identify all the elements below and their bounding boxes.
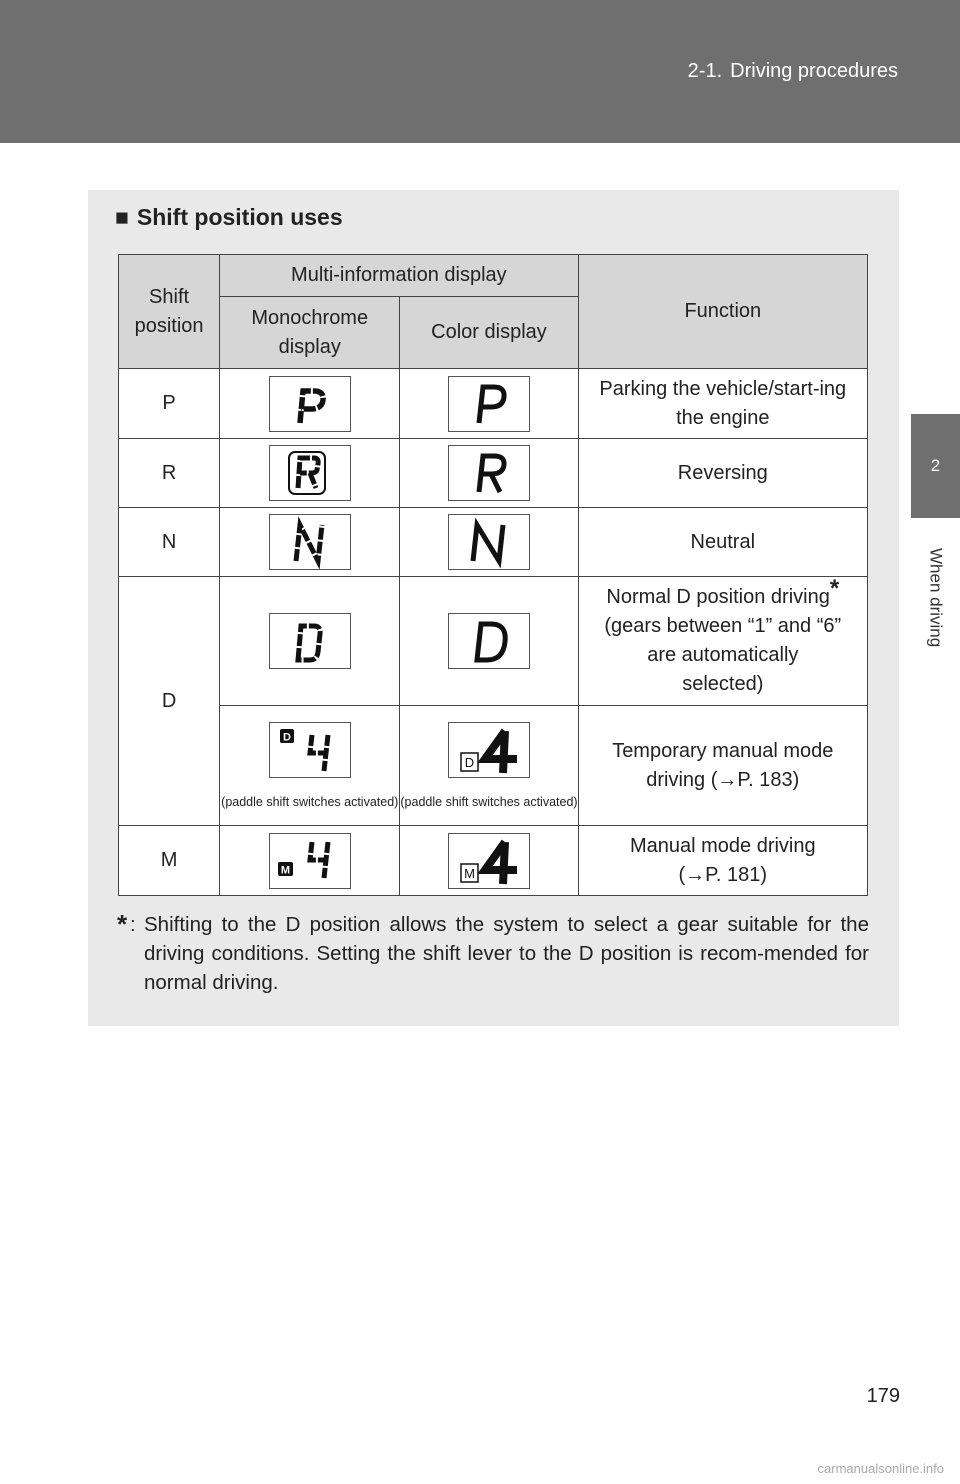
svg-text:D: D xyxy=(282,731,291,743)
running-header xyxy=(688,60,898,83)
chapter-label: When driving xyxy=(926,548,946,648)
row-position-r: R xyxy=(119,439,220,508)
shift-position-table xyxy=(118,254,868,896)
mono-m4-indicator xyxy=(269,833,351,889)
color-display-cell xyxy=(400,577,578,706)
table-row xyxy=(119,439,868,508)
section-marker: ■ xyxy=(115,204,129,230)
table-row xyxy=(119,577,868,706)
mono-display-cell xyxy=(220,439,400,508)
row-position-p: P xyxy=(119,369,220,439)
header-shift-position: Shift position xyxy=(119,255,220,369)
mono-d-indicator xyxy=(269,613,351,669)
table-row xyxy=(119,826,868,896)
row-position-m: M xyxy=(119,826,220,896)
color-r-indicator xyxy=(448,445,530,501)
svg-text:D: D xyxy=(464,754,475,770)
mono-display-cell xyxy=(220,706,400,826)
color-display-cell xyxy=(400,439,578,508)
header-section-number: 2-1. xyxy=(687,60,723,82)
row-function-m: Manual mode driving (→P. 181) xyxy=(578,826,867,896)
svg-text:M: M xyxy=(464,865,475,881)
header-multi-info-display: Multi-information display xyxy=(220,255,578,297)
header-function: Function xyxy=(578,255,867,369)
table-row xyxy=(119,508,868,577)
row-function-p: Parking the vehicle/start-ing the engine xyxy=(578,369,867,439)
mono-display-cell xyxy=(220,369,400,439)
color-display-cell xyxy=(400,369,578,439)
row-function-r: Reversing xyxy=(578,439,867,508)
table-row xyxy=(119,706,868,826)
section-title: Shift position uses xyxy=(136,204,343,230)
color-d-indicator xyxy=(448,613,530,669)
footnote-text: Shifting to the D position allows the system to select a gear suitable for the driving conditions. Setting the shift lever to the D position is recom-mended for normal driving. xyxy=(144,913,869,994)
color-n-indicator xyxy=(448,514,530,570)
row-position-n: N xyxy=(119,508,220,577)
header-color-display: Color display xyxy=(400,297,578,369)
watermark: carmanualsonline.info xyxy=(817,1461,944,1476)
color-d4-indicator xyxy=(448,722,530,778)
footnote-ref-marker: * xyxy=(829,574,840,602)
mono-d4-indicator xyxy=(269,722,351,778)
header-monochrome-display: Monochrome display xyxy=(220,297,400,369)
mono-display-cell xyxy=(220,826,400,896)
mono-display-cell xyxy=(220,577,400,706)
row-function-d: Normal D position driving* (gears between “1” and “6” are automatically selected) xyxy=(578,577,867,706)
row-function-temp-manual: Temporary manual mode driving (→P. 183) xyxy=(578,706,867,826)
chapter-tab[interactable] xyxy=(911,414,960,518)
svg-text:M: M xyxy=(280,864,290,876)
footnote xyxy=(117,910,869,997)
section-heading xyxy=(115,204,343,231)
color-m4-indicator xyxy=(448,833,530,889)
mono-r-indicator xyxy=(269,445,351,501)
footnote-colon: : xyxy=(130,913,136,936)
chapter-number: 2 xyxy=(930,456,941,475)
footnote-marker: * xyxy=(117,909,128,939)
mono-p-indicator xyxy=(269,376,351,432)
chapter-side-label xyxy=(911,530,960,666)
row-position-d: D xyxy=(119,577,220,826)
mono-n-indicator xyxy=(269,514,351,570)
color-display-cell xyxy=(400,706,578,826)
color-display-cell xyxy=(400,508,578,577)
mono-display-cell xyxy=(220,508,400,577)
color-paddle-caption: (paddle shift switches activated) xyxy=(400,794,578,809)
page-number: 179 xyxy=(866,1385,900,1407)
color-display-cell xyxy=(400,826,578,896)
color-p-indicator xyxy=(448,376,530,432)
header-section-title: Driving procedures xyxy=(730,60,898,82)
mono-paddle-caption: (paddle shift switches activated) xyxy=(221,794,399,809)
row-function-n: Neutral xyxy=(578,508,867,577)
table-row xyxy=(119,369,868,439)
